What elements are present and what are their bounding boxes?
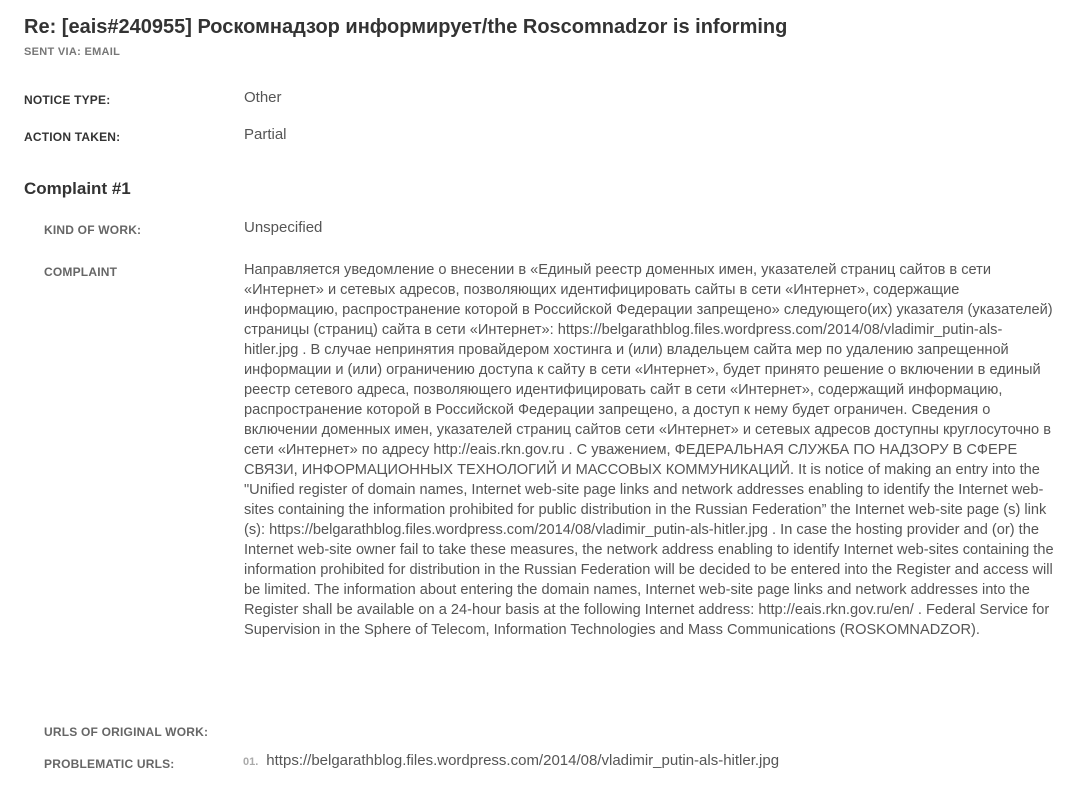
complaint-label: COMPLAINT (44, 265, 118, 279)
notice-type-label: NOTICE TYPE: (24, 93, 111, 107)
problematic-url-link[interactable]: https://belgarathblog.files.wordpress.com/2014/08/vladimir_putin-als-hitler.jpg (266, 752, 780, 769)
complaint-text: Направляется уведомление о внесении в «Единый реестр доменных имен, указателей страниц сайтов в сети «Интернет» и сетевых адресов, позволяющих идентифицировать сайты в сети «Интернет», содержащие информацию, распространение которой в Российской Федерации запрещено» следующего(их) указателя (указателей) страницы (страниц) сайта в сети «Интернет»: https://belgarathblog.files.wordpress.com/2014/08/vladimir_putin-als-hitler.jpg . В случае непринятия провайдером хостинга и (или) владельцем сайта мер по удалению запрещенной информации и (или) ограничению доступа к сайту в сети «Интернет», будет принято решение о включении в единый реестр сетевого адреса, позволяющего идентифицировать сайт в сети «Интернет», содержащий информацию, распространение которой в Российской Федерации запрещено, а доступ к нему будет ограничен. Сведения о включении доменных имен, указателей страниц сайтов сети «Интернет» и сетевых адресов доступны круглосуточно в сети «Интернет» по адресу http://eais.rkn.gov.ru . С уважением, ФЕДЕРАЛЬНАЯ СЛУЖБА ПО НАДЗОРУ В СФЕРЕ СВЯЗИ, ИНФОРМАЦИОННЫХ ТЕХНОЛОГИЙ И МАССОВЫХ КОММУНИКАЦИЙ. It is notice of making an entry into the "Unified register of domain names, Internet web-site page links and network addresses enabling to identify the Internet web-sites containing the information prohibited for public distribution in the Russian Federation” the Internet web-site page (s) link (s): https://belgarathblog.files.wordpress.com/2014/08/vladimir_putin-als-hitler.jpg . In case the hosting provider and (or) the Internet web-site owner fail to take these measures, the network address enabling to identify Internet web-sites containing the information prohibited for distribution in the Russian Federation will be decided to be entered into the Register and access will be limited. The information about entering the domain names, Internet web-site page links and network addresses into the Register shall be available on a 24-hour basis at the following Internet address: http://eais.rkn.gov.ru/en/ . Federal Service for Supervision in the Sphere of Telecom, Information Technologies and Mass Communications (ROSKOMNADZOR). (244, 262, 1054, 638)
complaint-heading: Complaint #1 (24, 179, 131, 198)
urls-original-label: URLS OF ORIGINAL WORK: (44, 725, 209, 739)
notice-type-value: Other (244, 89, 282, 106)
kind-of-work-label: KIND OF WORK: (44, 223, 142, 237)
sent-via-label: SENT VIA: EMAIL (24, 46, 121, 58)
url-index: 01. (243, 756, 259, 768)
problematic-urls-label: PROBLEMATIC URLS: (44, 757, 175, 771)
kind-of-work-value: Unspecified (244, 219, 323, 236)
list-item (243, 752, 779, 769)
action-taken-value: Partial (244, 126, 287, 143)
problematic-urls-list (243, 752, 779, 769)
notice-title: Re: [eais#240955] Роскомнадзор информирует/the Roscomnadzor is informing (24, 16, 788, 38)
action-taken-label: ACTION TAKEN: (24, 130, 121, 144)
